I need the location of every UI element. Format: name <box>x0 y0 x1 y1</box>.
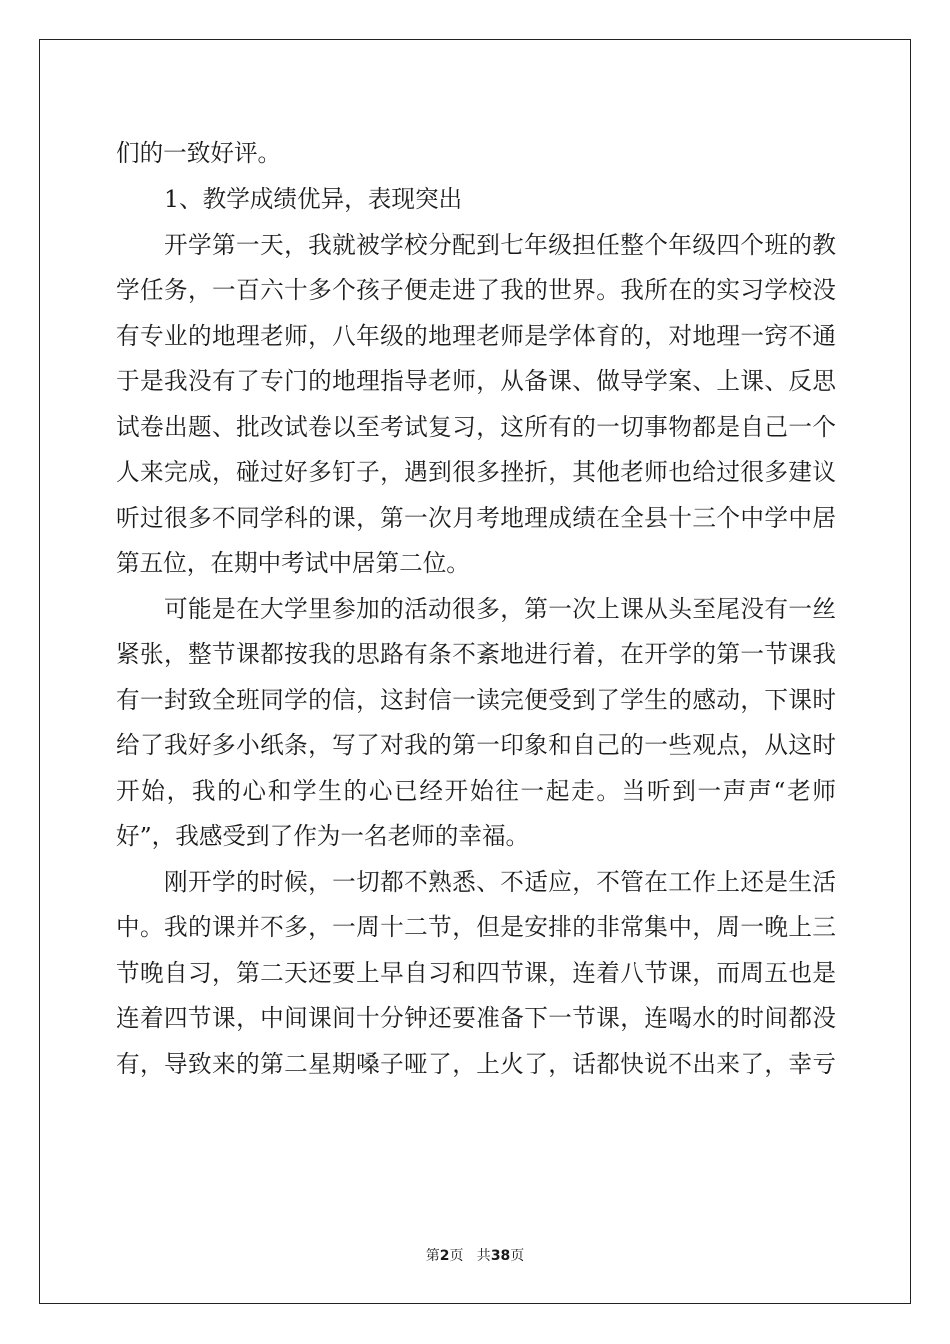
text-line: 开始，我的心和学生的心已经开始往一起走。当听到一声声“老师 <box>116 777 836 805</box>
text-line: 给了我好多小纸条，写了对我的第一印象和自己的一些观点，从这时 <box>116 731 836 759</box>
text-line: 节晚自习，第二天还要上早自习和四节课，连着八节课，而周五也是 <box>116 959 836 987</box>
text-line: 紧张，整节课都按我的思路有条不紊地进行着，在开学的第一节课我 <box>116 640 836 668</box>
text-line: 第五位，在期中考试中居第二位。 <box>116 549 470 577</box>
text-line: 有一封致全班同学的信，这封信一读完便受到了学生的感动，下课时 <box>116 686 836 714</box>
footer-prefix: 第 <box>425 1248 440 1264</box>
text-line: 听过很多不同学科的课，第一次月考地理成绩在全县十三个中学中居 <box>116 504 836 532</box>
text-line: 有，导致来的第二星期嗓子哑了，上火了，话都快说不出来了，幸亏 <box>116 1050 836 1078</box>
text-line: 刚开学的时候，一切都不熟悉、不适应，不管在工作上还是生活 <box>164 868 836 896</box>
text-line: 开学第一天，我就被学校分配到七年级担任整个年级四个班的教 <box>164 231 836 259</box>
text-line: 学任务，一百六十多个孩子便走进了我的世界。我所在的实习学校没 <box>116 276 836 304</box>
text-line: 于是我没有了专门的地理指导老师，从备课、做导学案、上课、反思 <box>116 367 836 395</box>
footer-suffix: 页 <box>510 1248 525 1264</box>
total-pages-number: 38 <box>490 1248 511 1264</box>
page-footer <box>0 1245 950 1265</box>
text-line: 连着四节课，中间课间十分钟还要准备下一节课，连喝水的时间都没 <box>116 1004 836 1032</box>
current-page-number: 2 <box>439 1248 450 1264</box>
text-line: 好”，我感受到了作为一名老师的幸福。 <box>116 822 530 850</box>
text-line: 人来完成，碰过好多钉子，遇到很多挫折，其他老师也给过很多建议 <box>116 458 836 486</box>
text-line: 们的一致好评。 <box>116 139 282 167</box>
text-line: 试卷出题、批改试卷以至考试复习，这所有的一切事物都是自己一个 <box>116 413 836 441</box>
footer-mid: 页 共 <box>449 1248 491 1264</box>
text-line: 中。我的课并不多，一周十二节，但是安排的非常集中，周一晚上三 <box>116 913 836 941</box>
text-line: 可能是在大学里参加的活动很多，第一次上课从头至尾没有一丝 <box>164 595 836 623</box>
section-heading: 1、教学成绩优异，表现突出 <box>164 185 463 213</box>
text-line: 有专业的地理老师，八年级的地理老师是学体育的，对地理一窍不通 <box>116 322 836 350</box>
